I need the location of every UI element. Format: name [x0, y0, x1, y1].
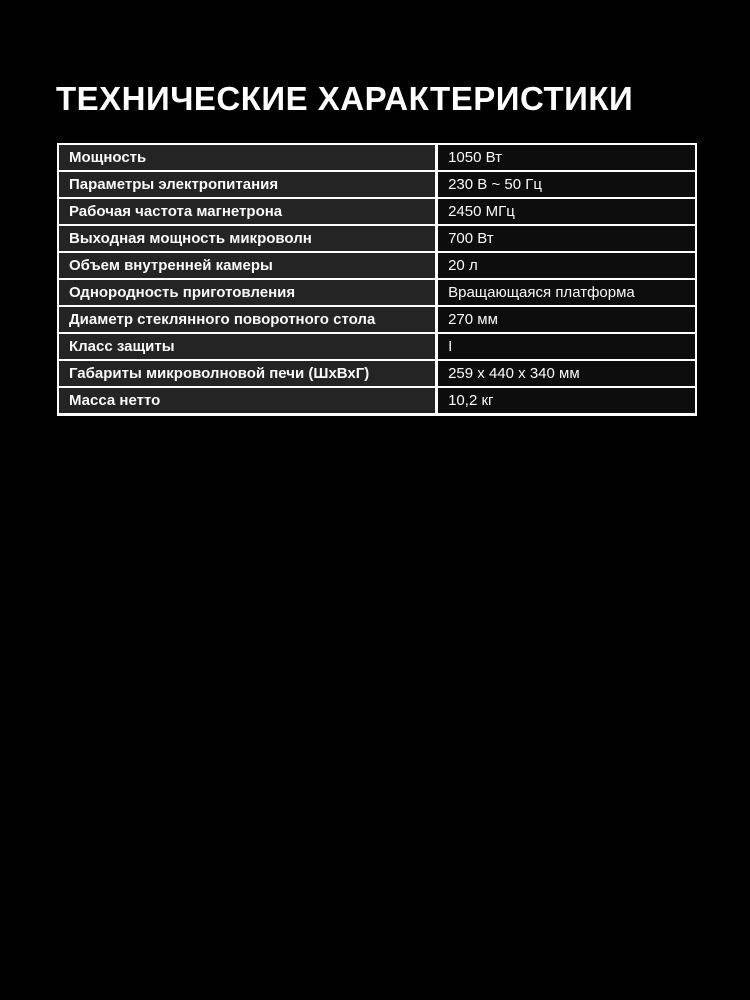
- table-row: [58, 144, 696, 171]
- table-row: [58, 333, 696, 360]
- spec-label: Диаметр стеклянного поворотного стола: [58, 306, 437, 333]
- table-row: [58, 360, 696, 387]
- spec-label: Параметры электропитания: [58, 171, 437, 198]
- spec-value: 230 В ~ 50 Гц: [437, 171, 696, 198]
- spec-value: 270 мм: [437, 306, 696, 333]
- table-row: [58, 198, 696, 225]
- spec-value: Вращающаяся платформа: [437, 279, 696, 306]
- table-row: [58, 171, 696, 198]
- specifications-table-body: [58, 144, 696, 415]
- spec-label: Масса нетто: [58, 387, 437, 415]
- spec-value: 20 л: [437, 252, 696, 279]
- spec-value: I: [437, 333, 696, 360]
- page-title: ТЕХНИЧЕСКИЕ ХАРАКТЕРИСТИКИ: [56, 80, 634, 117]
- table-row: [58, 387, 696, 415]
- spec-value: 1050 Вт: [437, 144, 696, 171]
- spec-value: 10,2 кг: [437, 387, 696, 415]
- spec-label: Габариты микроволновой печи (ШхВхГ): [58, 360, 437, 387]
- table-row: [58, 252, 696, 279]
- spec-label: Мощность: [58, 144, 437, 171]
- spec-label: Рабочая частота магнетрона: [58, 198, 437, 225]
- table-row: [58, 225, 696, 252]
- spec-label: Объем внутренней камеры: [58, 252, 437, 279]
- table-row: [58, 279, 696, 306]
- specifications-table: [57, 143, 697, 416]
- spec-label: Класс защиты: [58, 333, 437, 360]
- spec-label: Выходная мощность микроволн: [58, 225, 437, 252]
- spec-value: 259 х 440 х 340 мм: [437, 360, 696, 387]
- table-row: [58, 306, 696, 333]
- spec-value: 700 Вт: [437, 225, 696, 252]
- spec-value: 2450 МГц: [437, 198, 696, 225]
- spec-label: Однородность приготовления: [58, 279, 437, 306]
